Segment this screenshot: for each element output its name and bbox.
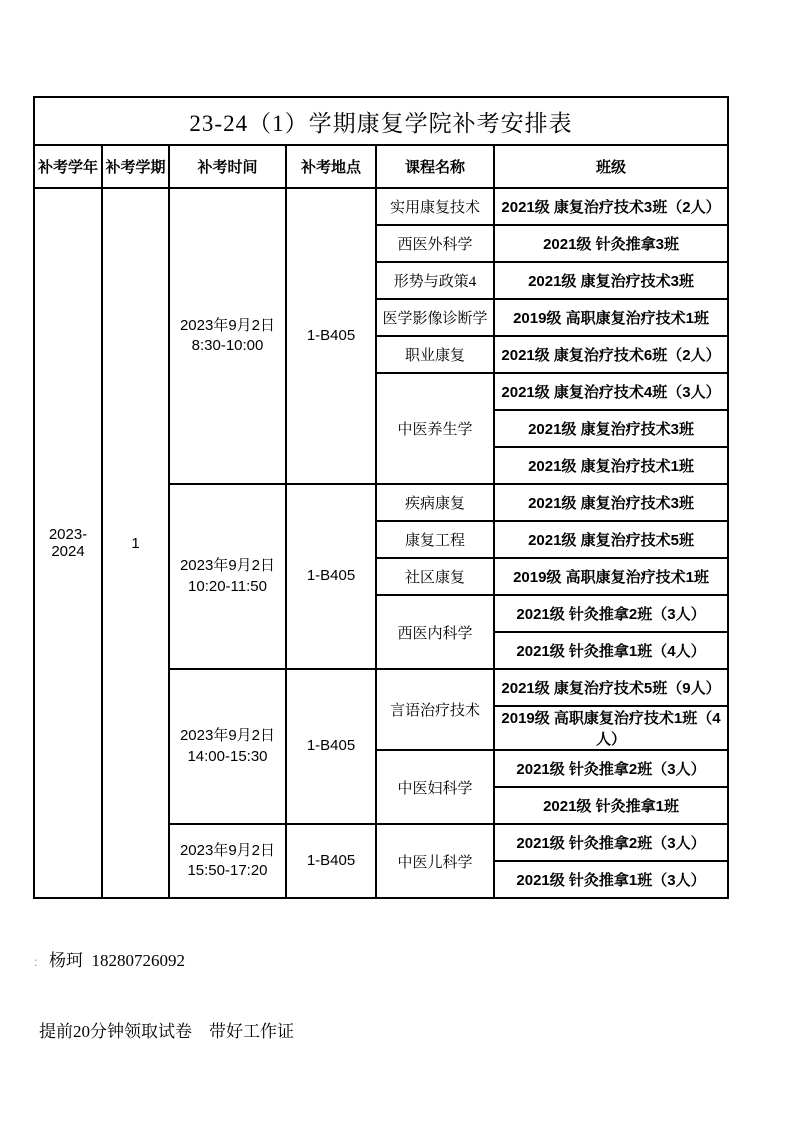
- exam-date: 2023年9月2日: [179, 727, 276, 745]
- course-cell: 中医儿科学: [376, 824, 494, 898]
- location-cell: 1-B405: [286, 484, 376, 669]
- exam-time: 15:50-17:20: [187, 862, 268, 879]
- class-cell: 2021级 康复治疗技术3班: [494, 410, 728, 447]
- footer-notes: [33, 903, 294, 1066]
- exam-date: 2023年9月2日: [179, 557, 276, 575]
- class-cell: 2021级 针灸推拿2班（3人）: [494, 750, 728, 787]
- class-cell: 2019级 高职康复治疗技术1班（4人）: [494, 706, 728, 750]
- class-cell: 2021级 针灸推拿2班（3人）: [494, 824, 728, 861]
- class-cell: 2021级 针灸推拿3班: [494, 225, 728, 262]
- table-row: [34, 188, 728, 225]
- class-cell: 2021级 康复治疗技术1班: [494, 447, 728, 484]
- header-class: 班级: [494, 145, 728, 188]
- course-cell: 西医外科学: [376, 225, 494, 262]
- exam-time: 8:30-10:00: [191, 337, 264, 354]
- course-cell: 医学影像诊断学: [376, 299, 494, 336]
- course-cell: 言语治疗技术: [376, 669, 494, 750]
- note-text: 提前20分钟领取试卷 带好工作证: [39, 1022, 294, 1041]
- header-semester: 补考学期: [102, 145, 169, 188]
- class-cell: 2019级 高职康复治疗技术1班: [494, 558, 728, 595]
- class-cell: 2021级 针灸推拿1班（4人）: [494, 632, 728, 669]
- exam-date: 2023年9月2日: [179, 316, 276, 334]
- course-cell: 职业康复: [376, 336, 494, 373]
- table-title-row: [34, 97, 728, 145]
- class-cell: 2021级 康复治疗技术3班: [494, 262, 728, 299]
- class-cell: 2021级 康复治疗技术5班: [494, 521, 728, 558]
- table-header-row: [34, 145, 728, 188]
- exam-time: 14:00-15:30: [187, 747, 268, 765]
- note-line: [39, 1020, 294, 1043]
- course-cell: 中医妇科学: [376, 750, 494, 824]
- semester-cell: 1: [102, 188, 169, 898]
- class-cell: 2021级 针灸推拿1班（3人）: [494, 861, 728, 898]
- class-cell: 2021级 康复治疗技术3班（2人）: [494, 188, 728, 225]
- class-cell: 2019级 高职康复治疗技术1班: [494, 299, 728, 336]
- contact-line: [33, 949, 294, 974]
- location-cell: 1-B405: [286, 824, 376, 898]
- header-location: 补考地点: [286, 145, 376, 188]
- footer-colon: ：: [33, 955, 46, 969]
- header-course: 课程名称: [376, 145, 494, 188]
- contact-text: 杨珂 18280726092: [49, 951, 186, 970]
- course-cell: 实用康复技术: [376, 188, 494, 225]
- class-cell: 2021级 针灸推拿1班: [494, 787, 728, 824]
- class-cell: 2021级 康复治疗技术3班: [494, 484, 728, 521]
- time-cell: [169, 824, 286, 898]
- course-cell: 西医内科学: [376, 595, 494, 669]
- course-cell: 中医养生学: [376, 373, 494, 484]
- time-cell: [169, 188, 286, 484]
- course-cell: 疾病康复: [376, 484, 494, 521]
- year-cell: 2023-2024: [34, 188, 102, 898]
- time-cell: [169, 669, 286, 824]
- header-year: 补考学年: [34, 145, 102, 188]
- class-cell: 2021级 针灸推拿2班（3人）: [494, 595, 728, 632]
- location-cell: 1-B405: [286, 669, 376, 824]
- course-cell: 社区康复: [376, 558, 494, 595]
- class-cell: 2021级 康复治疗技术4班（3人）: [494, 373, 728, 410]
- course-cell: 形势与政策4: [376, 262, 494, 299]
- header-time: 补考时间: [169, 145, 286, 188]
- class-cell: 2021级 康复治疗技术6班（2人）: [494, 336, 728, 373]
- page-title: 23-24（1）学期康复学院补考安排表: [34, 97, 728, 145]
- course-cell: 康复工程: [376, 521, 494, 558]
- makeup-exam-schedule-table: [33, 96, 729, 899]
- time-cell: [169, 484, 286, 669]
- exam-time: 10:20-11:50: [188, 577, 267, 595]
- class-cell: 2021级 康复治疗技术5班（9人）: [494, 669, 728, 706]
- exam-date: 2023年9月2日: [179, 841, 276, 859]
- location-cell: 1-B405: [286, 188, 376, 484]
